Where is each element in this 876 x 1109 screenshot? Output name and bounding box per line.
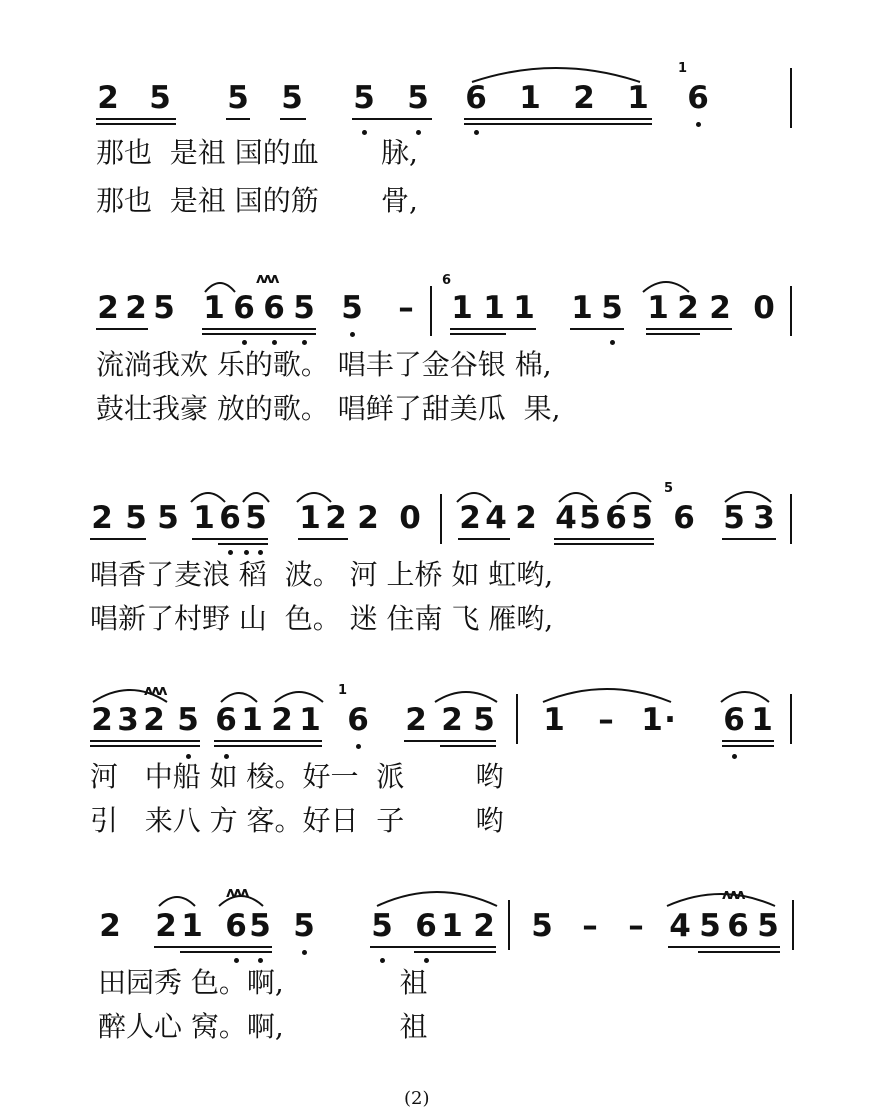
note: 2: [97, 80, 119, 116]
note: 1: [451, 290, 473, 326]
note: 6: [415, 908, 437, 944]
note: 2: [91, 500, 113, 536]
lyric-line-1: 河 中船 如 梭。好一 派 哟: [90, 760, 504, 793]
lyric-line-2: 那也 是祖 国的筋 骨,: [96, 184, 418, 217]
note: 1: [193, 500, 215, 536]
note: 5: [245, 500, 267, 536]
underline: [722, 740, 774, 742]
note: 2: [709, 290, 731, 326]
underline: [570, 328, 624, 330]
lyric-line-2: 醉人心 窝。啊, 祖: [98, 1010, 428, 1043]
note: 0: [399, 500, 421, 536]
octave-dot: [356, 744, 361, 749]
grace-note: 6: [442, 273, 452, 288]
note: 6: [263, 290, 285, 326]
underline: [90, 745, 200, 747]
note: 2: [325, 500, 347, 536]
barline: [440, 494, 442, 544]
note: 1: [441, 908, 463, 944]
note: 6: [225, 908, 247, 944]
note: 6: [605, 500, 627, 536]
note: 1: [299, 500, 321, 536]
note: –: [582, 908, 598, 944]
lyric-line-1: 流淌我欢 乐的歌。 唱丰了金谷银 棉,: [96, 348, 552, 381]
underline: [96, 118, 176, 120]
note: 5: [293, 908, 315, 944]
underline: [554, 538, 654, 540]
barline: [790, 694, 792, 744]
note: 6: [673, 500, 695, 536]
lyric-line-1: 那也 是祖 国的血 脉,: [96, 136, 418, 169]
page-number: (2): [404, 1088, 430, 1109]
note: 2: [91, 702, 113, 738]
note: 5: [157, 500, 179, 536]
octave-dot: [696, 122, 701, 127]
octave-dot: [224, 754, 229, 759]
slur: [156, 890, 198, 908]
note: 1: [513, 290, 535, 326]
note-row: [0, 910, 876, 970]
note: 2: [573, 80, 595, 116]
grace-note: 5: [664, 481, 674, 496]
note: 2: [459, 500, 481, 536]
underline: [464, 123, 652, 125]
octave-dot: [258, 958, 263, 963]
note: 1: [571, 290, 593, 326]
lyric-line-2: 鼓壮我豪 放的歌。 唱鲜了甜美瓜 果,: [96, 392, 561, 425]
underline: [722, 538, 776, 540]
note: 5: [371, 908, 393, 944]
note: 4: [485, 500, 507, 536]
note: –: [628, 908, 644, 944]
octave-dot: [302, 340, 307, 345]
slur: [540, 684, 674, 704]
lyric-line-2: 引 来八 方 客。好日 子 哟: [90, 804, 504, 837]
note: 2: [473, 908, 495, 944]
note: 2: [271, 702, 293, 738]
note: 2: [677, 290, 699, 326]
grace-note: 1: [678, 61, 688, 76]
underline: [646, 333, 700, 335]
octave-dot: [424, 958, 429, 963]
underline: [280, 118, 306, 120]
octave-dot: [272, 340, 277, 345]
octave-dot: [244, 550, 249, 555]
note: 1: [203, 290, 225, 326]
note: 5: [353, 80, 375, 116]
note: 5: [341, 290, 363, 326]
underline: [458, 538, 510, 540]
octave-dot: [242, 340, 247, 345]
note: 5: [723, 500, 745, 536]
barline: [516, 694, 518, 744]
note: 5: [531, 908, 553, 944]
note-row: [0, 502, 876, 562]
note: 1: [647, 290, 669, 326]
trill-mark: ʌʌʌ: [144, 683, 166, 699]
note: 2: [143, 702, 165, 738]
underline: [464, 118, 652, 120]
note: 5: [631, 500, 653, 536]
underline: [298, 538, 348, 540]
barline: [508, 900, 510, 950]
trill-mark: ʌʌʌ: [256, 271, 278, 287]
note: 5: [293, 290, 315, 326]
underline: [370, 946, 496, 948]
note: 6: [687, 80, 709, 116]
octave-dot: [302, 950, 307, 955]
octave-dot: [732, 754, 737, 759]
underline: [218, 543, 268, 545]
note: 5: [281, 80, 303, 116]
note: 5: [699, 908, 721, 944]
grace-note: 1: [338, 683, 348, 698]
underline: [154, 946, 272, 948]
note: 5: [601, 290, 623, 326]
note: –: [598, 702, 614, 738]
underline: [450, 328, 536, 330]
trill-mark: ʌʌʌ: [722, 887, 744, 903]
underline: [450, 333, 506, 335]
underline: [180, 951, 272, 953]
note: 1: [299, 702, 321, 738]
octave-dot: [610, 340, 615, 345]
note: 5: [579, 500, 601, 536]
note: 5: [177, 702, 199, 738]
underline: [202, 328, 316, 330]
underline: [554, 543, 654, 545]
note: 1: [627, 80, 649, 116]
note: 2: [405, 702, 427, 738]
octave-dot: [416, 130, 421, 135]
octave-dot: [380, 958, 385, 963]
underline: [90, 538, 146, 540]
octave-dot: [234, 958, 239, 963]
note: 2: [515, 500, 537, 536]
note: 1: [751, 702, 773, 738]
note: 5: [125, 500, 147, 536]
underline: [440, 745, 496, 747]
note: 5: [757, 908, 779, 944]
note: 2: [441, 702, 463, 738]
note: 5: [407, 80, 429, 116]
note: 5: [153, 290, 175, 326]
barline: [792, 900, 794, 950]
underline: [96, 123, 176, 125]
slur: [374, 886, 500, 908]
note: 5: [227, 80, 249, 116]
note: 1: [241, 702, 263, 738]
note: 6: [727, 908, 749, 944]
underline: [404, 740, 496, 742]
note-row: [0, 704, 876, 764]
note: 6: [465, 80, 487, 116]
note: 4: [555, 500, 577, 536]
note: 1: [641, 702, 663, 738]
note: 1: [483, 290, 505, 326]
octave-dot: [186, 754, 191, 759]
barline: [790, 68, 792, 128]
barline: [430, 286, 432, 336]
lyric-line-1: 唱香了麦浪 稻 波。 河 上桥 如 虹哟,: [90, 558, 554, 591]
note: 6: [219, 500, 241, 536]
note: ·: [664, 702, 676, 738]
note: 6: [215, 702, 237, 738]
underline: [352, 118, 432, 120]
octave-dot: [362, 130, 367, 135]
underline: [698, 951, 780, 953]
note: 2: [357, 500, 379, 536]
barline: [790, 286, 792, 336]
octave-dot: [258, 550, 263, 555]
lyric-line-2: 唱新了村野 山 色。 迷 住南 飞 雁哟,: [90, 602, 554, 635]
octave-dot: [228, 550, 233, 555]
underline: [90, 740, 200, 742]
octave-dot: [474, 130, 479, 135]
slur: [664, 888, 778, 908]
slur: [468, 62, 644, 84]
barline: [790, 494, 792, 544]
underline: [226, 118, 250, 120]
note: 1: [543, 702, 565, 738]
note: 5: [473, 702, 495, 738]
octave-dot: [350, 332, 355, 337]
underline: [414, 951, 496, 953]
note: 0: [753, 290, 775, 326]
note: 5: [249, 908, 271, 944]
note: 2: [155, 908, 177, 944]
note: 1: [181, 908, 203, 944]
note: 6: [347, 702, 369, 738]
note: 3: [117, 702, 139, 738]
note: –: [398, 290, 414, 326]
underline: [96, 328, 148, 330]
lyric-line-1: 田园秀 色。啊, 祖: [98, 966, 428, 999]
note: 3: [753, 500, 775, 536]
note: 6: [233, 290, 255, 326]
note: 2: [97, 290, 119, 326]
underline: [202, 333, 316, 335]
note: 6: [723, 702, 745, 738]
underline: [646, 328, 732, 330]
underline: [722, 745, 774, 747]
underline: [192, 538, 268, 540]
note: 2: [125, 290, 147, 326]
underline: [668, 946, 780, 948]
trill-mark: ʌʌʌ: [226, 885, 248, 901]
note: 1: [519, 80, 541, 116]
note: 5: [149, 80, 171, 116]
note: 4: [669, 908, 691, 944]
underline: [214, 745, 322, 747]
note-row: [0, 82, 876, 142]
note: 2: [99, 908, 121, 944]
note-row: [0, 292, 876, 352]
underline: [214, 740, 322, 742]
